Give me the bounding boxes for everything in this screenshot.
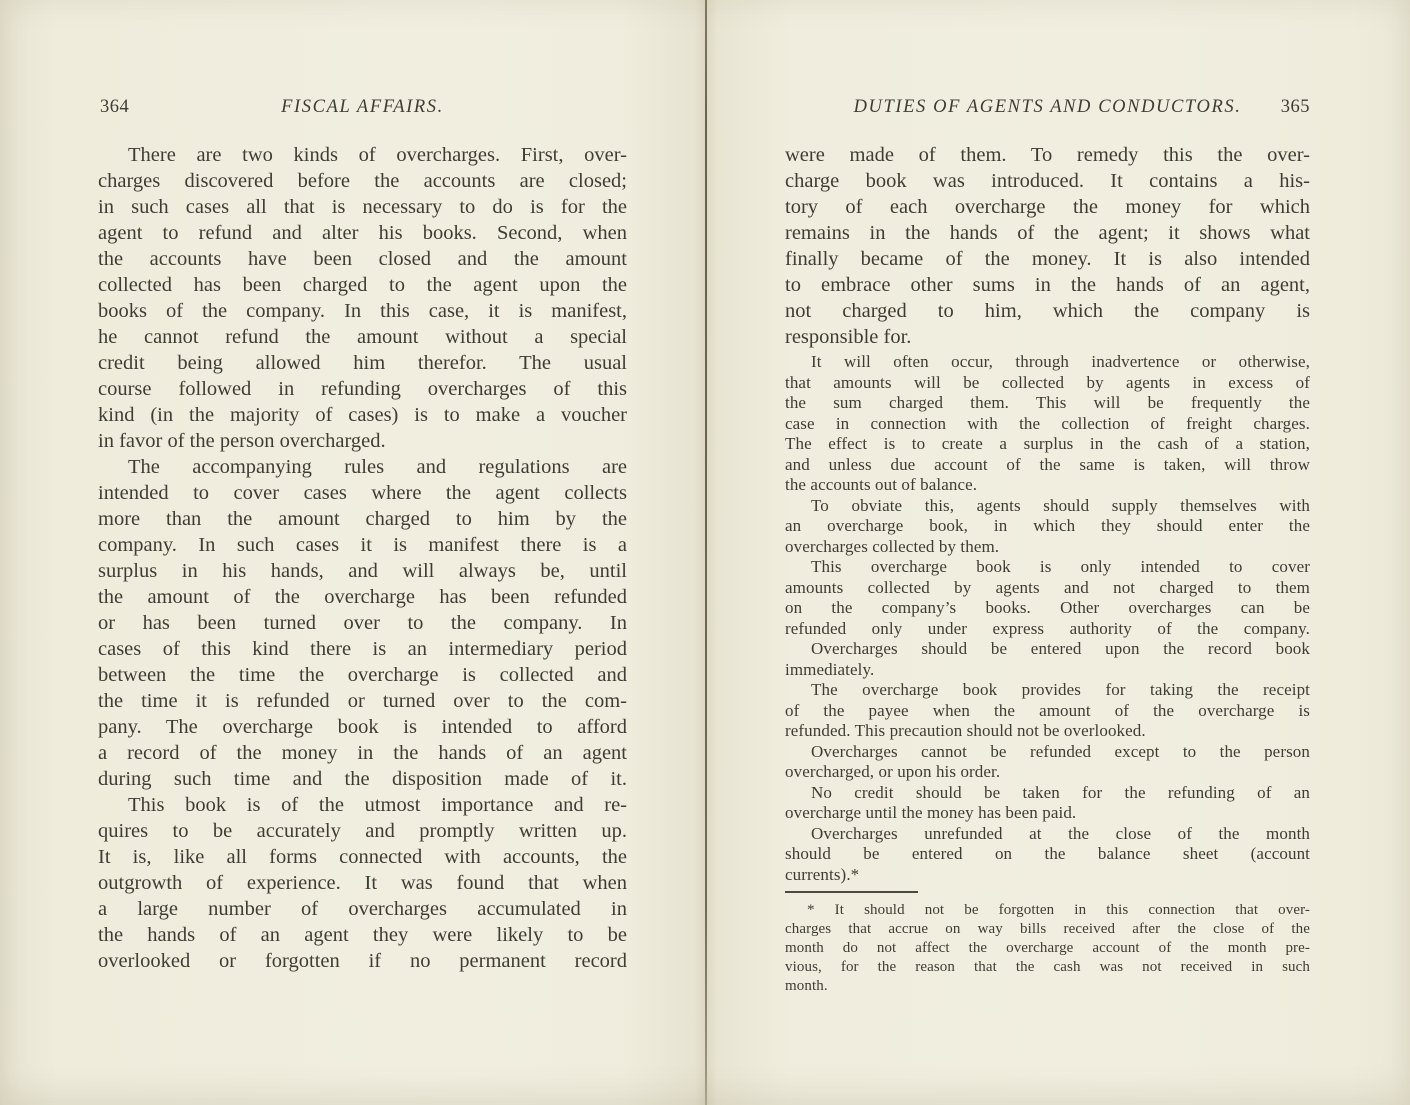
text-line: charge book was introduced. It contains a his- <box>785 170 1310 192</box>
text-line: in such cases all that is necessary to do is for the <box>98 196 627 218</box>
text-line: cases of this kind there is an intermediary period <box>98 638 627 660</box>
text-line: It will often occur, through inadvertence or otherwise, <box>811 352 1310 371</box>
text-line: No credit should be taken for the refunding of an <box>811 782 1310 802</box>
text-line: charges discovered before the accounts are closed; <box>98 170 627 192</box>
text-line: immediately. <box>785 659 875 679</box>
page-text-left <box>98 142 627 974</box>
running-header-left: FISCAL AFFAIRS. <box>281 97 444 117</box>
text-line: To obviate this, agents should supply themselves with <box>811 495 1310 515</box>
text-line: Overcharges cannot be refunded except to the person <box>811 741 1310 761</box>
text-line: There are two kinds of overcharges. First, over- <box>128 144 627 166</box>
text-line: company. In such cases it is manifest there is a <box>98 534 627 556</box>
text-line: kind (in the majority of cases) is to make a voucher <box>98 404 627 426</box>
text-line: course followed in refunding overcharges of this <box>98 378 627 400</box>
text-line: the accounts out of balance. <box>785 475 978 494</box>
text-line: during such time and the disposition made of it. <box>98 768 627 790</box>
text-line: vious, for the reason that the cash was not received in such <box>785 959 1310 975</box>
text-line: agent to refund and alter his books. Second, when <box>98 222 627 244</box>
text-line: on the company’s books. Other overcharges can be <box>785 598 1310 617</box>
book-gutter <box>705 0 707 1105</box>
text-line: intended to cover cases where the agent collects <box>98 482 627 504</box>
text-line: should be entered on the balance sheet (account <box>785 844 1310 863</box>
text-line: pany. The overcharge book is intended to afford <box>98 716 627 738</box>
text-line: a large number of overcharges accumulated in <box>98 898 627 920</box>
text-line: were made of them. To remedy this the over- <box>785 144 1310 166</box>
text-line: This book is of the utmost importance and re- <box>128 794 627 816</box>
text-line: to embrace other sums in the hands of an agent, <box>785 274 1310 296</box>
text-line: not charged to him, which the company is <box>785 300 1310 322</box>
text-line: or has been turned over to the company. In <box>98 612 627 634</box>
page-number-right: 365 <box>1280 97 1310 117</box>
text-line: that amounts will be collected by agents in excess of <box>785 372 1310 392</box>
text-line: refunded. This precaution should not be overlooked. <box>785 721 1146 740</box>
page-header-left <box>98 97 627 121</box>
text-line: The accompanying rules and regulations are <box>128 456 627 478</box>
text-line: the sum charged them. This will be frequently the <box>785 393 1310 412</box>
page-text-right-lead <box>785 142 1310 350</box>
text-line: finally became of the money. It is also intended <box>785 248 1310 270</box>
text-line: month. <box>785 978 828 994</box>
text-line: It is, like all forms connected with accounts, the <box>98 846 627 868</box>
text-line: collected has been charged to the agent upon the <box>98 274 627 296</box>
text-line: a record of the money in the hands of an agent <box>98 742 627 764</box>
text-line: in favor of the person overcharged. <box>98 430 386 452</box>
text-line: he cannot refund the amount without a special <box>98 326 627 348</box>
page-text-right-rules <box>785 352 1310 885</box>
text-line: between the time the overcharge is collected and <box>98 664 627 686</box>
text-line: This overcharge book is only intended to cover <box>811 557 1310 576</box>
running-header-right: DUTIES OF AGENTS AND CONDUCTORS. <box>853 97 1242 117</box>
footnote-rule <box>785 891 918 893</box>
text-line: of the payee when the amount of the overcharge is <box>785 700 1310 720</box>
text-line: * It should not be forgotten in this connection that over- <box>807 902 1310 918</box>
text-line: The overcharge book provides for taking the receipt <box>811 680 1310 699</box>
text-line: remains in the hands of the agent; it shows what <box>785 222 1310 244</box>
text-line: overcharge until the money has been paid. <box>785 803 1077 822</box>
text-line: the time it is refunded or turned over to the com- <box>98 690 627 712</box>
page-right <box>785 0 1310 1105</box>
text-line: an overcharge book, in which they should enter the <box>785 516 1310 535</box>
text-line: The effect is to create a surplus in the cash of a station, <box>785 434 1310 453</box>
text-line: the amount of the overcharge has been refunded <box>98 586 627 608</box>
text-line: overcharged, or upon his order. <box>785 762 1001 781</box>
page-number-left: 364 <box>100 97 130 117</box>
text-line: and unless due account of the same is taken, will throw <box>785 454 1310 474</box>
text-line: the accounts have been closed and the amount <box>98 248 627 270</box>
text-line: charges that accrue on way bills received after the close of the <box>785 921 1310 937</box>
text-line: books of the company. In this case, it is manifest, <box>98 300 627 322</box>
text-line: Overcharges should be entered upon the record book <box>811 639 1310 658</box>
text-line: more than the amount charged to him by the <box>98 508 627 530</box>
text-line: currents).* <box>785 864 860 884</box>
footnote <box>785 901 1310 996</box>
page-header-right <box>785 97 1310 121</box>
text-line: overcharges collected by them. <box>785 536 1000 556</box>
text-line: month do not affect the overcharge account of the month pre- <box>785 940 1310 956</box>
text-line: credit being allowed him therefor. The usual <box>98 352 627 374</box>
text-line: Overcharges unrefunded at the close of the month <box>811 823 1310 843</box>
text-line: surplus in his hands, and will always be, until <box>98 560 627 582</box>
text-line: tory of each overcharge the money for which <box>785 196 1310 218</box>
text-line: overlooked or forgotten if no permanent record <box>98 950 627 972</box>
text-line: quires to be accurately and promptly written up. <box>98 820 627 842</box>
text-line: outgrowth of experience. It was found that when <box>98 872 627 894</box>
text-line: amounts collected by agents and not charged to them <box>785 577 1310 597</box>
text-line: refunded only under express authority of the company. <box>785 618 1310 638</box>
text-line: the hands of an agent they were likely to be <box>98 924 627 946</box>
text-line: responsible for. <box>785 326 912 348</box>
text-line: case in connection with the collection of freight charges. <box>785 413 1310 433</box>
page-left <box>98 0 627 1105</box>
